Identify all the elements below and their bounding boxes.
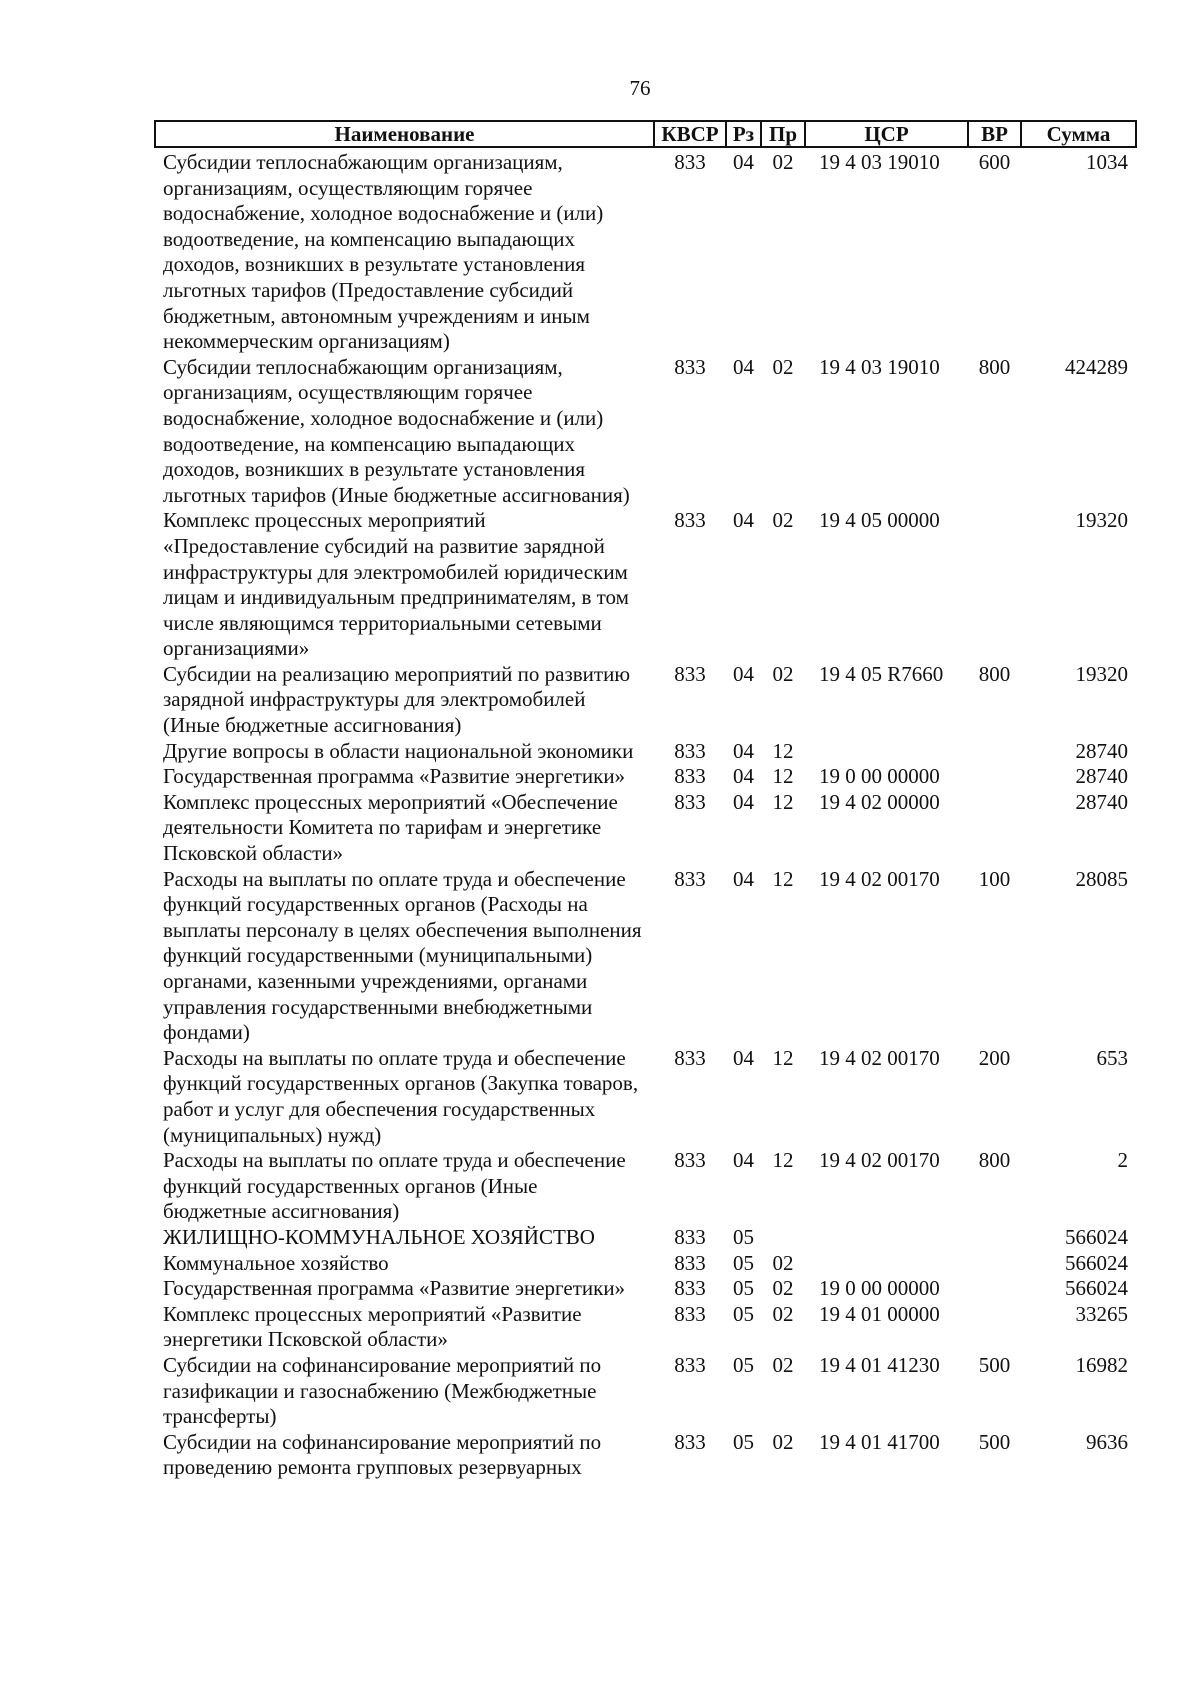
row-csr: 19 4 03 19010	[819, 150, 940, 174]
row-kvsr: 833	[674, 1352, 706, 1377]
row-kvsr: 833	[674, 789, 706, 814]
row-vr	[968, 1251, 1021, 1277]
table-row	[155, 1251, 1136, 1277]
row-name: Субсидии теплоснабжающим организациям, организациям, осуществляющим горячее водоснабжение, холодное водоснабжение и (или) водоотведение, на компенсацию выпадающих доходов, возникших в результате установления льготных тарифов (Иные бюджетные ассигнования)	[163, 354, 630, 507]
row-vr: 500	[978, 1352, 1011, 1377]
row-rz: 04	[733, 764, 754, 789]
row-csr	[805, 1251, 968, 1277]
row-csr	[805, 1225, 968, 1251]
row-csr: 19 4 05 R7660	[819, 661, 944, 686]
row-name: ЖИЛИЩНО-КОММУНАЛЬНОЕ ХОЗЯЙСТВО	[163, 1224, 595, 1249]
row-vr: 800	[978, 354, 1011, 379]
row-kvsr: 833	[674, 1301, 706, 1326]
row-kvsr: 833	[674, 1148, 706, 1173]
row-sum: 1034	[1086, 150, 1128, 174]
table-row	[155, 1225, 1136, 1251]
row-kvsr: 833	[674, 354, 706, 379]
table-row	[155, 662, 1136, 739]
row-name: Расходы на выплаты по оплате труда и обеспечение функций государственных органов (Закупка товаров, работ и услуг для обеспечения государственных (муниципальных) нужд)	[163, 1045, 639, 1147]
row-rz: 05	[733, 1429, 754, 1454]
row-pr: 12	[772, 789, 794, 814]
row-pr: 02	[772, 354, 794, 379]
row-name: Комплекс процессных мероприятий «Предоставление субсидий на развитие зарядной инфраструктуры для электромобилей юридическим лицам и индивидуальным предпринимателям, в том числе являющимся территориальными сетевыми организациями»	[163, 508, 629, 661]
row-csr: 19 4 01 00000	[819, 1301, 940, 1326]
row-vr: 100	[978, 866, 1011, 891]
table-row	[155, 1046, 1136, 1148]
row-csr	[805, 739, 968, 765]
row-csr: 19 0 00 00000	[819, 764, 940, 789]
row-name: Другие вопросы в области национальной экономики	[163, 738, 634, 763]
header-vr: ВР	[968, 121, 1021, 147]
row-sum: 28085	[1075, 866, 1128, 891]
row-pr: 02	[772, 661, 794, 686]
row-sum: 19320	[1075, 661, 1128, 686]
row-kvsr: 833	[674, 1045, 706, 1070]
row-vr: 800	[978, 1148, 1011, 1173]
row-pr: 02	[772, 508, 794, 533]
row-pr: 02	[772, 1301, 794, 1326]
row-csr: 19 4 02 00170	[819, 1045, 940, 1070]
header-kvsr: КВСР	[654, 121, 726, 147]
row-pr: 12	[772, 866, 794, 891]
row-sum: 566024	[1065, 1224, 1128, 1249]
row-sum: 16982	[1075, 1352, 1128, 1377]
row-vr	[968, 790, 1021, 867]
table-body	[155, 147, 1136, 1481]
row-sum: 9636	[1086, 1429, 1128, 1454]
row-rz: 04	[733, 508, 754, 533]
row-vr	[968, 764, 1021, 790]
row-kvsr: 833	[674, 1276, 706, 1301]
header-rz: Рз	[726, 121, 761, 147]
header-pr: Пр	[761, 121, 805, 147]
row-pr: 02	[772, 1276, 794, 1301]
row-vr: 500	[978, 1429, 1011, 1454]
header-csr: ЦСР	[805, 121, 968, 147]
row-kvsr: 833	[674, 764, 706, 789]
row-vr	[968, 1302, 1021, 1353]
row-name: Государственная программа «Развитие энергетики»	[163, 1276, 626, 1301]
row-pr: 12	[772, 1045, 794, 1070]
row-rz: 04	[733, 866, 754, 891]
row-rz: 04	[733, 738, 754, 763]
row-csr: 19 4 02 00000	[819, 789, 940, 814]
row-pr: 02	[772, 150, 794, 174]
row-rz: 05	[733, 1301, 754, 1326]
row-csr: 19 4 02 00170	[819, 1148, 940, 1173]
row-vr	[968, 1225, 1021, 1251]
row-rz: 04	[733, 1148, 754, 1173]
table-row	[155, 1430, 1136, 1481]
row-kvsr: 833	[674, 1250, 706, 1275]
row-sum: 33265	[1075, 1301, 1128, 1326]
row-pr: 12	[772, 764, 794, 789]
row-sum: 566024	[1065, 1276, 1128, 1301]
header-sum: Сумма	[1021, 121, 1136, 147]
row-sum: 424289	[1065, 354, 1128, 379]
row-csr: 19 4 01 41230	[819, 1352, 940, 1377]
page-number: 76	[629, 76, 651, 100]
row-csr: 19 4 01 41700	[819, 1429, 940, 1454]
row-pr	[761, 1225, 805, 1251]
row-name: Комплекс процессных мероприятий «Развитие энергетики Псковской области»	[163, 1301, 582, 1352]
row-name: Субсидии на реализацию мероприятий по развитию зарядной инфраструктуры для электромобилей (Иные бюджетные ассигнования)	[163, 661, 631, 738]
row-rz: 04	[733, 1045, 754, 1070]
row-pr: 12	[772, 1148, 794, 1173]
table-row	[155, 1148, 1136, 1225]
row-rz: 04	[733, 661, 754, 686]
row-vr	[968, 739, 1021, 765]
row-sum: 28740	[1075, 738, 1128, 763]
row-pr: 02	[772, 1250, 794, 1275]
row-sum: 28740	[1075, 764, 1128, 789]
row-name: Субсидии на софинансирование мероприятий по проведению ремонта групповых резервуарных	[163, 1429, 602, 1480]
row-name: Субсидии теплоснабжающим организациям, организациям, осуществляющим горячее водоснабжение, холодное водоснабжение и (или) водоотведение, на компенсацию выпадающих доходов, возникших в результате установления льготных тарифов (Предоставление субсидий бюджетным, автономным учреждениям и иным некоммерческим организациям)	[163, 150, 604, 354]
table-row	[155, 147, 1136, 355]
row-vr: 200	[978, 1045, 1011, 1070]
row-kvsr: 833	[674, 508, 706, 533]
row-rz: 04	[733, 789, 754, 814]
row-csr: 19 4 05 00000	[819, 508, 940, 533]
table-row	[155, 764, 1136, 790]
row-sum: 2	[1117, 1148, 1128, 1173]
table-row	[155, 1276, 1136, 1302]
table-row	[155, 355, 1136, 509]
row-rz: 05	[733, 1250, 754, 1275]
row-rz: 04	[733, 150, 754, 174]
row-kvsr: 833	[674, 1429, 706, 1454]
row-csr: 19 4 02 00170	[819, 866, 940, 891]
row-name: Комплекс процессных мероприятий «Обеспечение деятельности Комитета по тарифам и энергетике Псковской области»	[163, 789, 618, 866]
row-pr: 12	[772, 738, 794, 763]
table-header-row	[155, 121, 1136, 147]
budget-table-container	[154, 120, 1135, 1481]
row-sum: 566024	[1065, 1250, 1128, 1275]
row-kvsr: 833	[674, 150, 706, 174]
row-vr	[968, 1276, 1021, 1302]
row-sum: 28740	[1075, 789, 1128, 814]
budget-table	[154, 120, 1137, 1481]
table-row	[155, 867, 1136, 1046]
table-row	[155, 739, 1136, 765]
row-sum: 653	[1096, 1045, 1128, 1070]
row-csr: 19 0 00 00000	[819, 1276, 940, 1301]
row-name: Расходы на выплаты по оплате труда и обеспечение функций государственных органов (Иные бюджетные ассигнования)	[163, 1148, 626, 1224]
row-pr: 02	[772, 1352, 794, 1377]
row-vr: 600	[978, 150, 1011, 174]
row-pr: 02	[772, 1429, 794, 1454]
row-kvsr: 833	[674, 661, 706, 686]
row-rz: 05	[733, 1276, 754, 1301]
row-kvsr: 833	[674, 738, 706, 763]
row-csr: 19 4 03 19010	[819, 354, 940, 379]
row-vr: 800	[978, 661, 1011, 686]
row-name: Расходы на выплаты по оплате труда и обеспечение функций государственных органов (Расходы на выплаты персоналу в целях обеспечения выполнения функций государственными (муниципальными) органами, казенными учреждениями, органами управления государственными внебюджетными фондами)	[163, 866, 642, 1045]
row-rz: 04	[733, 354, 754, 379]
row-vr	[968, 508, 1021, 662]
row-name: Коммунальное хозяйство	[163, 1250, 389, 1275]
row-rz: 05	[733, 1224, 754, 1249]
row-rz: 05	[733, 1352, 754, 1377]
row-name: Государственная программа «Развитие энергетики»	[163, 764, 626, 789]
row-sum: 19320	[1075, 508, 1128, 533]
row-name: Субсидии на софинансирование мероприятий по газификации и газоснабжению (Межбюджетные трансферты)	[163, 1352, 602, 1429]
table-row	[155, 790, 1136, 867]
table-row	[155, 1353, 1136, 1430]
table-row	[155, 1302, 1136, 1353]
table-row	[155, 508, 1136, 662]
row-kvsr: 833	[674, 1224, 706, 1249]
row-kvsr: 833	[674, 866, 706, 891]
header-name: Наименование	[155, 121, 654, 147]
